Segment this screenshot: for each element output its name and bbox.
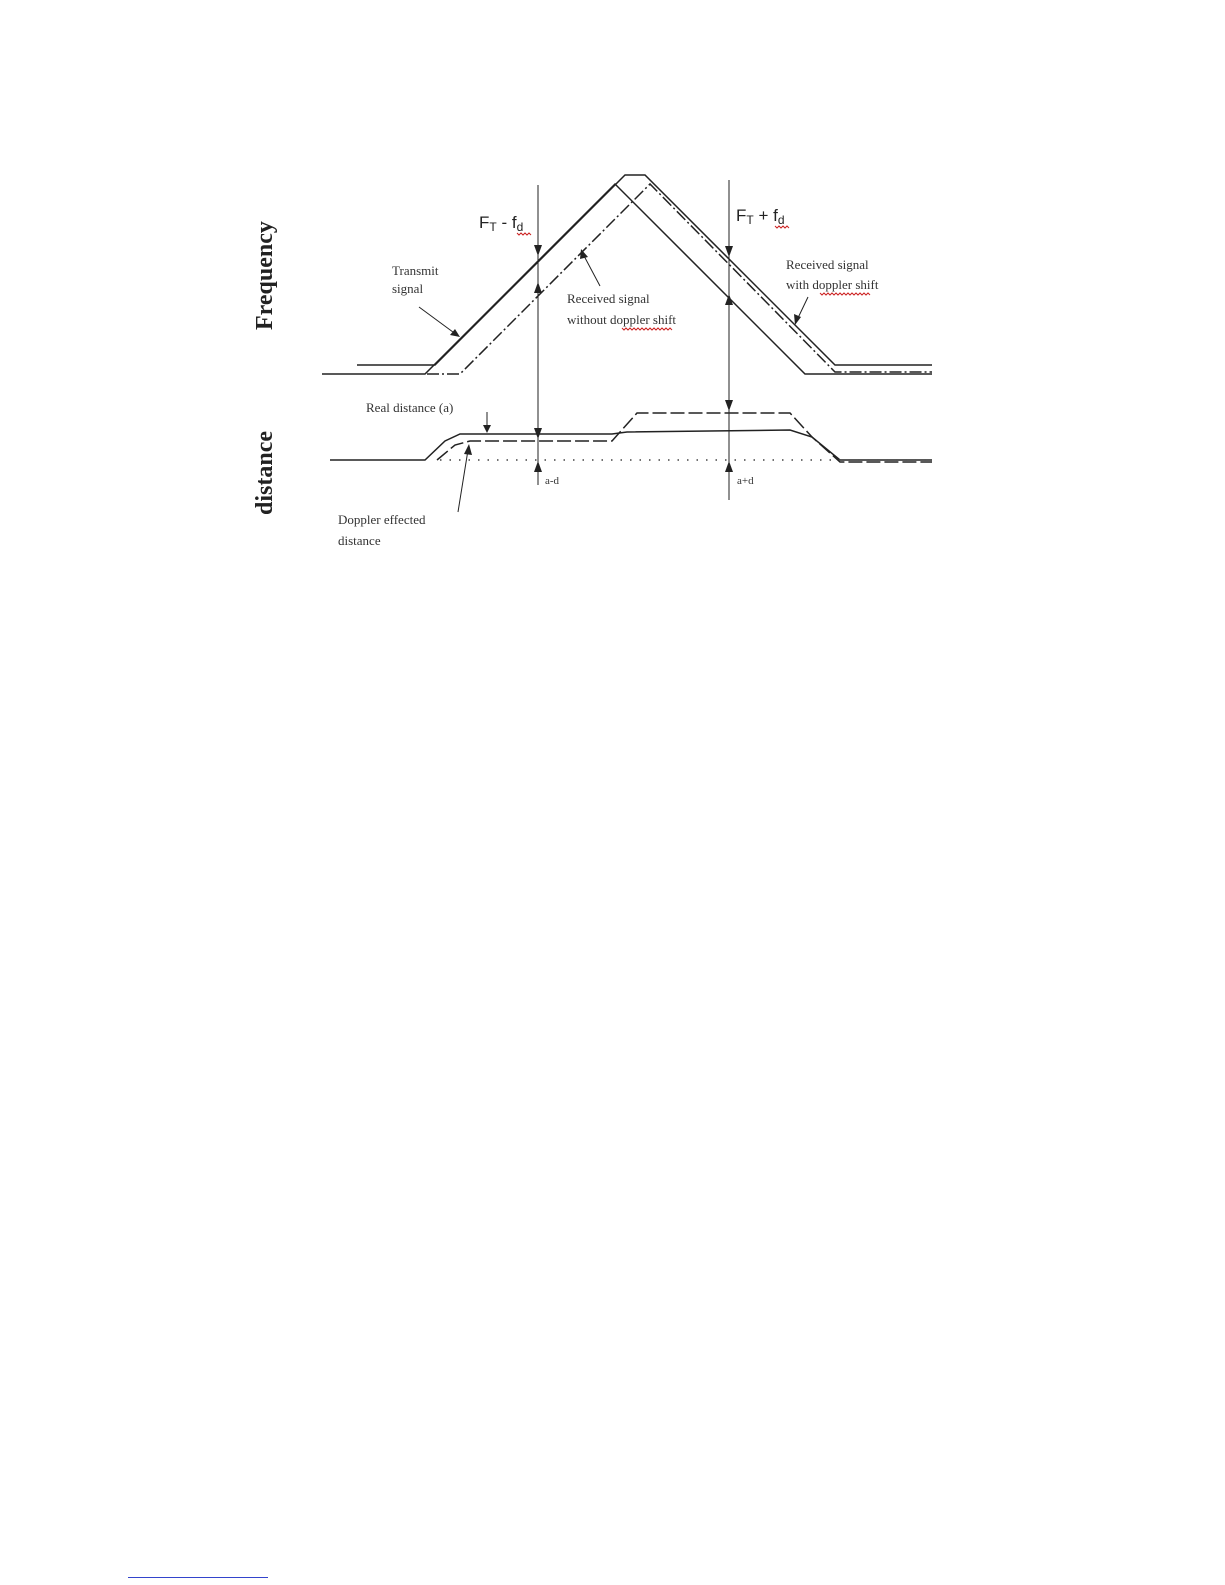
frequency-axis-label: Frequency (252, 221, 278, 330)
received-no-shift-label-line1: Received signal (567, 291, 650, 306)
arrow-up-minus-bottom (534, 461, 542, 472)
transmit-pointer (419, 307, 457, 335)
doppler-shift-pointer-head (794, 314, 801, 325)
no-shift-pointer (583, 254, 600, 286)
arrow-up-plus-bottom (725, 461, 733, 472)
spellcheck-underline-doppler-2 (820, 293, 870, 295)
distance-axis-label: distance (252, 431, 278, 515)
transmit-label-line1: Transmit (392, 263, 439, 278)
doppler-distance-pointer-head (464, 444, 472, 455)
doppler-distance-label-line1: Doppler effected (338, 512, 426, 527)
arrow-down-plus-low (725, 400, 733, 411)
a-minus-d-label: a-d (545, 475, 560, 487)
real-distance-line (330, 430, 932, 460)
a-plus-d-label: a+d (737, 475, 754, 487)
transmit-label-line2: signal (392, 281, 424, 296)
doppler-distance-label-line2: distance (338, 533, 381, 548)
real-distance-label: Real distance (a) (366, 400, 454, 415)
real-distance-pointer-head (483, 425, 491, 433)
footnote-rule (128, 1577, 268, 1578)
transmit-pointer-head (450, 329, 460, 337)
received-no-shift-label-line2: without doppler shift (567, 312, 677, 327)
doppler-distance-line (437, 413, 932, 462)
arrow-up-minus-mid (534, 282, 542, 293)
spellcheck-underline-doppler-1 (622, 328, 672, 330)
received-shift-label-line1: Received signal (786, 257, 869, 272)
beat-minus-label: FT - fd (479, 213, 524, 234)
beat-plus-label: FT + fd (736, 206, 785, 227)
arrow-down-minus-top (534, 245, 542, 256)
received-shift-label-line2: with doppler shift (786, 277, 879, 292)
